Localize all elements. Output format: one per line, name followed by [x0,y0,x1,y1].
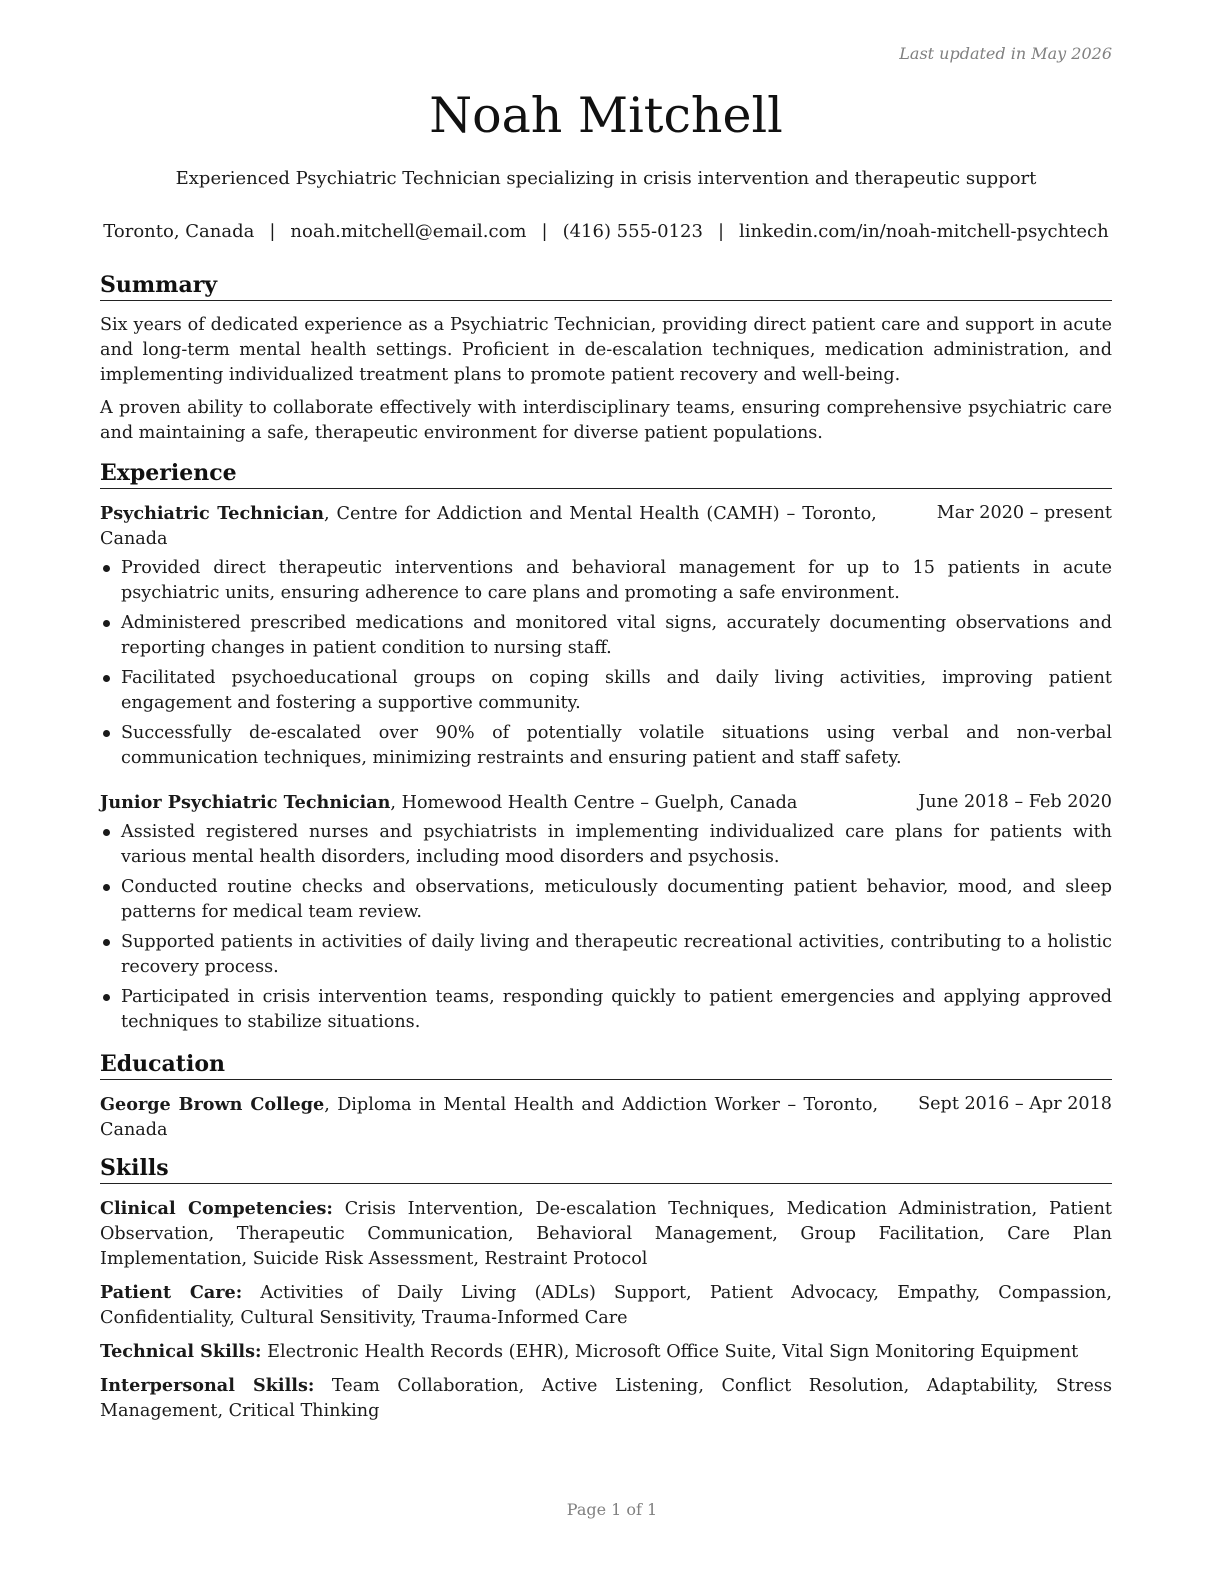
skill-text: Team Collaboration, Active Listening, Conflict Resolution, Adaptability, Stress Management, Critical Thinking [100,1376,1112,1421]
bullet-icon [103,939,110,946]
job-role: Junior Psychiatric Technician [100,792,391,813]
bullet-text: Administered prescribed medications and monitored vital signs, accurately documenting observations and reporting changes in patient condition to nursing staff. [121,613,1112,658]
skill-label: Technical Skills: [100,1341,262,1362]
school-name: George Brown College [100,1094,325,1115]
section-title-experience: Experience [100,458,1112,489]
skill-text: Activities of Daily Living (ADLs) Support, Patient Advocacy, Empathy, Compassion, Confidentiality, Cultural Sensitivity, Trauma-Informed Care [100,1283,1112,1328]
contact-separator: | [269,221,276,242]
contact-phone: (416) 555-0123 [562,221,703,242]
page-number: Page 1 of 1 [566,1500,658,1519]
bullet-item [100,666,1112,716]
section-title-education: Education [100,1049,1112,1080]
bullet-icon [103,829,110,836]
summary-paragraph: A proven ability to collaborate effectively with interdisciplinary teams, ensuring comprehensive psychiatric care and maintaining a safe, therapeutic environment for diverse patient populations. [100,398,1112,443]
bullet-text: Successfully de-escalated over 90% of potentially volatile situations using verbal and non-verbal communication techniques, minimizing restraints and ensuring patient and staff safety. [121,723,1112,768]
bullet-text: Facilitated psychoeducational groups on coping skills and daily living activities, improving patient engagement and fostering a supportive community. [121,668,1112,713]
contact-location: Toronto, Canada [103,221,255,242]
job-header [100,501,1112,552]
contact-line [100,219,1112,245]
last-updated: Last updated in May 2026 [899,44,1112,63]
job-bullets [100,820,1112,1035]
job-bullets [100,556,1112,771]
education-dates: Sept 2016 – Apr 2018 [918,1094,1112,1114]
skill-group [100,1196,1112,1272]
job-role: Psychiatric Technician [100,503,325,524]
job-dates: Mar 2020 – present [936,503,1112,523]
skill-group [100,1339,1112,1365]
contact-email[interactable]: noah.mitchell@email.com [290,221,527,242]
job-org: , Centre for Addiction and Mental Health (CAMH) – Toronto, Canada [100,504,877,549]
bullet-item [100,930,1112,980]
bullet-item [100,611,1112,661]
bullet-text: Assisted registered nurses and psychiatrists in implementing individualized care plans for patients with various mental health disorders, including mood disorders and psychosis. [121,822,1112,867]
candidate-name: Noah Mitchell [429,87,783,144]
job-dates: June 2018 – Feb 2020 [918,792,1112,812]
bullet-icon [103,994,110,1001]
section-title-skills: Skills [100,1153,1112,1184]
contact-separator: | [717,221,725,242]
bullet-text: Conducted routine checks and observations, meticulously documenting patient behavior, mood, and sleep patterns for medical team review. [121,877,1112,922]
bullet-icon [103,620,110,627]
bullet-icon [103,675,110,682]
summary-paragraph: Six years of dedicated experience as a Psychiatric Technician, providing direct patient care and support in acute and long-term mental health settings. Proficient in de-escalation techniques, medication administration, and implementing individualized treatment plans to promote patient recovery and well-being. [100,315,1112,385]
contact-separator: | [541,221,548,242]
bullet-icon [103,730,110,737]
bullet-icon [103,565,110,572]
skill-label: Interpersonal Skills: [100,1375,315,1396]
education-detail: , Diploma in Mental Health and Addiction Worker – Toronto, Canada [100,1095,879,1140]
skill-label: Clinical Competencies: [100,1198,333,1219]
skill-group [100,1373,1112,1424]
skill-label: Patient Care: [100,1282,243,1303]
job-title-line [100,790,797,816]
bullet-item [100,556,1112,606]
bullet-text: Supported patients in activities of daily living and therapeutic recreational activities, contributing to a holistic recovery process. [121,932,1112,977]
skill-text: Crisis Intervention, De-escalation Techniques, Medication Administration, Patient Observation, Therapeutic Communication, Behavioral Management, Group Facilitation, Care Plan Implementation, Suicide Risk Assessment, Restraint Protocol [100,1199,1112,1269]
bullet-item [100,985,1112,1035]
resume-body [100,270,1112,1432]
contact-linkedin[interactable]: linkedin.com/in/noah-mitchell-psychtech [739,221,1109,242]
tagline: Experienced Psychiatric Technician specializing in crisis intervention and therapeutic support [175,168,1037,189]
job-org: , Homewood Health Centre – Guelph, Canada [390,793,798,813]
education-entry [100,1092,1112,1143]
bullet-text: Provided direct therapeutic interventions and behavioral management for up to 15 patients in acute psychiatric units, ensuring adherence to care plans and promoting a safe environment. [121,558,1112,603]
bullet-text: Participated in crisis intervention teams, responding quickly to patient emergencies and applying approved techniques to stabilize situations. [121,987,1112,1032]
skill-group [100,1280,1112,1331]
skill-text: Electronic Health Records (EHR), Microsoft Office Suite, Vital Sign Monitoring Equipment [261,1342,1079,1362]
bullet-item [100,820,1112,870]
job-title-line [100,501,877,552]
bullet-item [100,721,1112,771]
job-header [100,790,1112,816]
bullet-item [100,875,1112,925]
education-line [100,1092,878,1143]
section-title-summary: Summary [100,270,1112,301]
bullet-icon [103,884,110,891]
